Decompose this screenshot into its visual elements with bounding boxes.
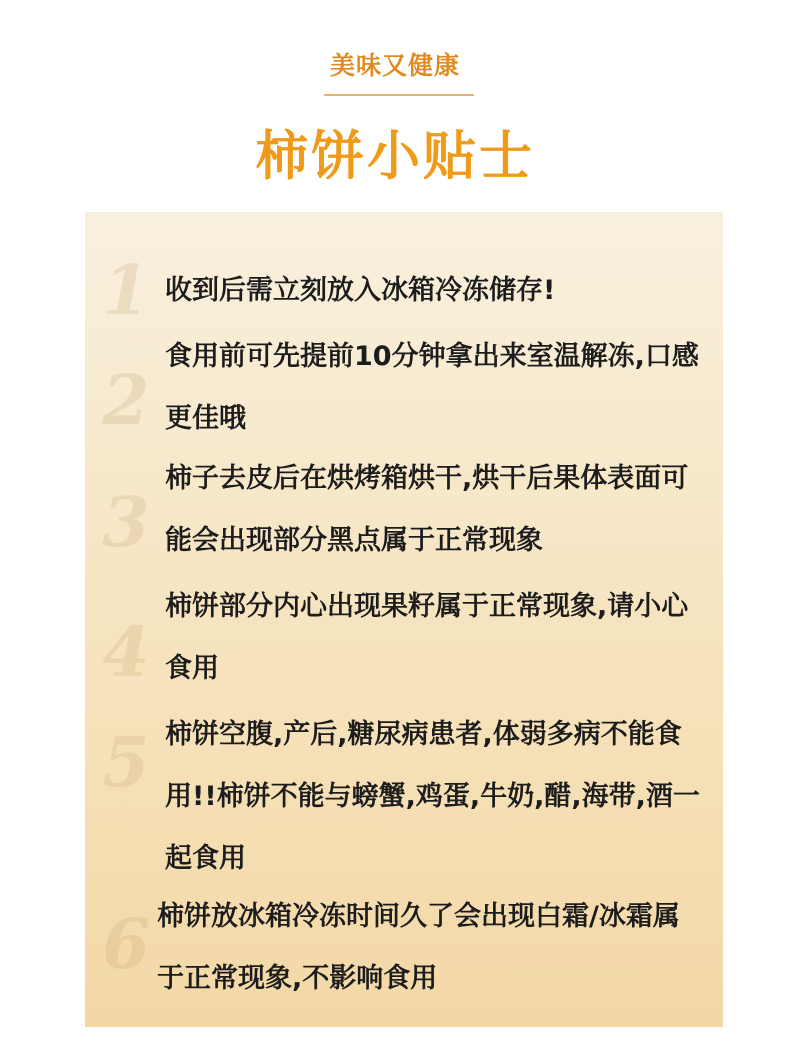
tip-number: 2 bbox=[102, 361, 150, 441]
tip-item-1 bbox=[85, 251, 723, 331]
subtitle-divider bbox=[324, 94, 474, 96]
tip-text: 收到后需立刻放入冰箱冷冻储存! bbox=[165, 275, 556, 306]
tip-number: 1 bbox=[102, 251, 150, 331]
tip-number: 4 bbox=[102, 613, 150, 693]
tip-text: 食用前可先提前10分钟拿出来室温解冻,口感更佳哦 bbox=[165, 341, 699, 434]
tip-text: 柿饼部分内心出现果籽属于正常现象,请小心食用 bbox=[165, 591, 689, 684]
tip-item-2 bbox=[85, 326, 723, 450]
tip-number: 3 bbox=[102, 483, 150, 563]
tip-number: 5 bbox=[102, 723, 150, 803]
tip-text: 柿饼放冰箱冷冻时间久了会出现白霜/冰霜属于正常现象,不影响食用 bbox=[157, 901, 680, 994]
tip-text: 柿子去皮后在烘烤箱烘干,烘干后果体表面可能会出现部分黑点属于正常现象 bbox=[165, 463, 689, 556]
page-title: 柿饼小贴士 bbox=[255, 126, 535, 187]
tip-number: 6 bbox=[102, 905, 150, 985]
tip-item-4 bbox=[85, 576, 723, 700]
tip-item-6 bbox=[85, 886, 723, 1010]
tip-item-3 bbox=[85, 448, 723, 572]
tip-item-5 bbox=[85, 704, 723, 890]
tip-text: 柿饼空腹,产后,糖尿病患者,体弱多病不能食用!!柿饼不能与螃蟹,鸡蛋,牛奶,醋,海带,酒一起食用 bbox=[165, 719, 700, 874]
tips-card bbox=[85, 212, 723, 1027]
subtitle: 美味又健康 bbox=[329, 51, 460, 80]
